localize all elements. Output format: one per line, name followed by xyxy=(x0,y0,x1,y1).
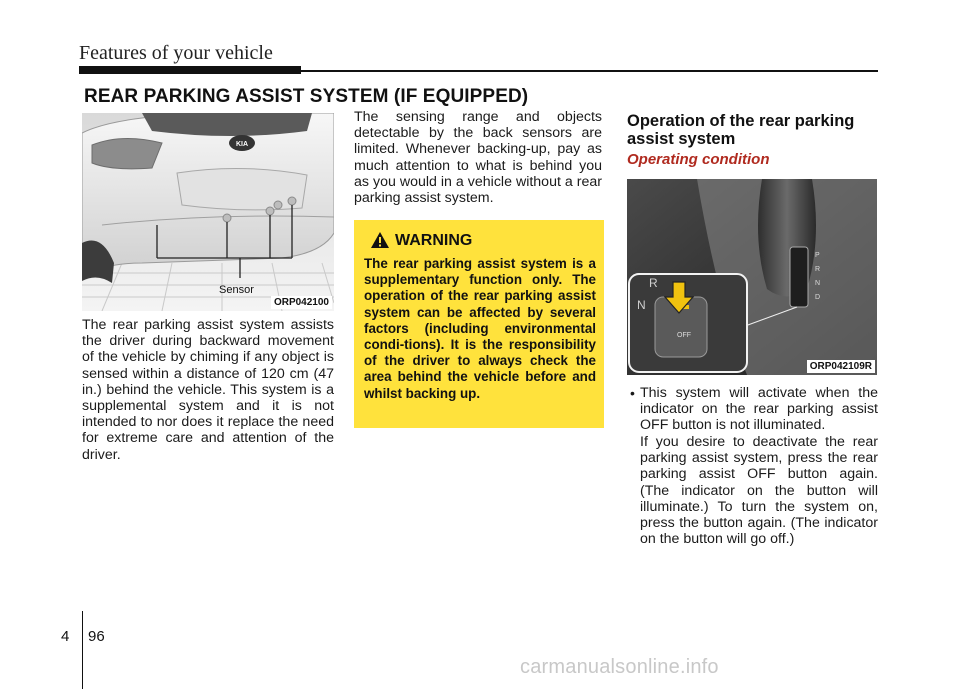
sensing-range-paragraph: The sensing range and objects detectable by the back sensors are limited. Whenever backing-up, pay as much attention to what is behind you as you would in a vehicle without a rear parking assist system. xyxy=(354,109,602,207)
rear-car-figure xyxy=(82,113,334,311)
operation-heading: Operation of the rear parking assist system xyxy=(627,112,855,148)
svg-text:D: D xyxy=(815,294,821,301)
console-illustration xyxy=(627,179,877,375)
page-header-title: Features of your vehicle xyxy=(79,42,273,64)
parking-button-label: OFF xyxy=(677,332,691,339)
page-number: 96 xyxy=(88,628,105,645)
svg-text:N: N xyxy=(815,280,821,287)
activation-bullet: This system will activate when the indicator on the rear parking assist OFF button is not illuminated. xyxy=(640,385,878,434)
intro-paragraph: The rear parking assist system assists the driver during backward movement of the vehicle by chiming if any object is sensed within a distance of 120 cm (47 in.) behind the vehicle. This system is a supplemental system and it is not intended to nor does it replace the need for extreme care and attention of the driver. xyxy=(82,317,334,463)
sensor-label: Sensor xyxy=(219,284,254,296)
operating-condition-subheading: Operating condition xyxy=(627,151,770,168)
section-title: REAR PARKING ASSIST SYSTEM (IF EQUIPPED) xyxy=(84,86,529,107)
warning-triangle-icon xyxy=(370,231,390,249)
svg-text:P: P xyxy=(815,252,820,259)
svg-text:KIA: KIA xyxy=(235,141,249,148)
header-rule xyxy=(300,70,878,72)
warning-title: WARNING xyxy=(395,232,473,249)
figure-code: ORP042100 xyxy=(271,296,332,309)
rear-car-illustration xyxy=(82,113,334,311)
svg-text:R: R xyxy=(815,266,821,273)
console-figure xyxy=(627,179,877,375)
gear-label-r: R xyxy=(649,276,658,290)
figure-code-2: ORP042109R xyxy=(807,360,875,373)
warning-text: The rear parking assist system is a supplementary function only. The operation of the rear parking assist system can be affected by several factors (including environmental condi-tions). It is the responsibility of the driver to always check the area behind the vehicle before and whilst backing up. xyxy=(364,256,596,401)
watermark: carmanualsonline.info xyxy=(520,656,719,678)
gear-label-n: N xyxy=(637,298,646,312)
header-bar xyxy=(79,66,301,74)
bullet-icon: • xyxy=(630,385,635,401)
footer-rule xyxy=(82,611,83,689)
chapter-number: 4 xyxy=(61,628,70,645)
deactivation-paragraph: If you desire to deactivate the rear parking assist system, press the rear parking assist OFF button again. (The indicator on the button will illuminate.) To turn the system on, press the button again. (The indicator on the button will go off.) xyxy=(640,434,878,548)
